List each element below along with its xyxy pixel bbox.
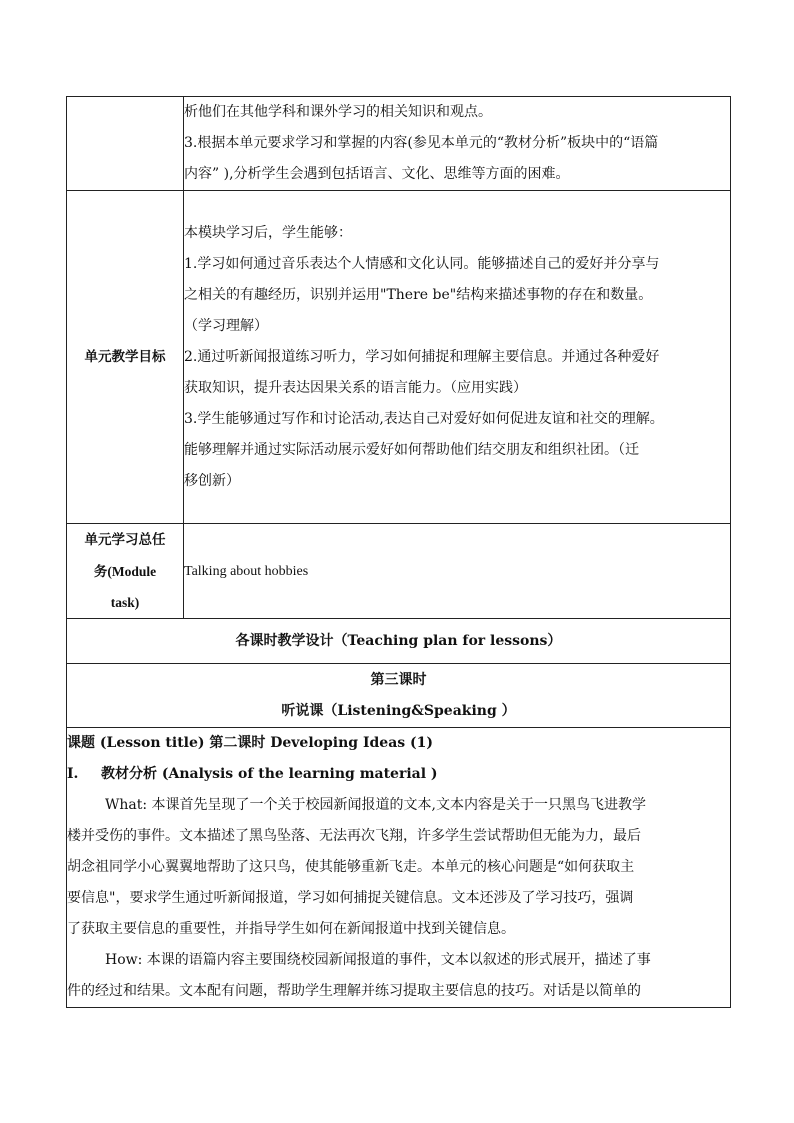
- paragraph-line: 件的经过和结果。文本配有问题，帮助学生理解并练习提取主要信息的技巧。对话是以简单的: [67, 983, 641, 999]
- period-type: 听说课（Listening&Speaking ）: [281, 702, 516, 719]
- text-line: 本模块学习后，学生能够：: [184, 224, 352, 241]
- objectives-content: [184, 191, 731, 524]
- label-line: 务(Module: [93, 563, 157, 579]
- period-heading: [67, 664, 731, 728]
- plan-heading: 各课时教学设计（Teaching plan for lessons）: [67, 619, 731, 664]
- label-line: task): [110, 594, 140, 610]
- lesson-content: [67, 728, 731, 1008]
- module-task-value: Talking about hobbies: [184, 524, 731, 619]
- lesson-row: [67, 728, 731, 1008]
- text-line: 3.学生能够通过写作和讨论活动,表达自己对爱好如何促进友谊和社交的理解。: [184, 410, 664, 427]
- paragraph-line: 楼并受伤的事件。文本描述了黑鸟坠落、无法再次飞翔，许多学生尝试帮助但无能为力，最后: [67, 828, 641, 844]
- text-line: 获取知识，提升表达因果关系的语言能力。（应用实践）: [184, 379, 527, 396]
- period-number: 第三课时: [370, 671, 427, 688]
- text-line: 移创新）: [184, 472, 240, 489]
- module-task-row: [67, 524, 731, 619]
- label-line: 单元学习总任: [84, 531, 166, 548]
- paragraph-line: 要信息"，要求学生通过听新闻报道，学习如何捕捉关键信息。文本还涉及了学习技巧，强调: [67, 890, 634, 906]
- section-number: I.: [67, 766, 79, 782]
- paragraph-line: 胡念祖同学小心翼翼地帮助了这只鸟，使其能够重新飞走。本单元的核心问题是“如何获取主: [67, 859, 635, 875]
- text-line: 能够理解并通过实际活动展示爱好如何帮助他们结交朋友和组织社团。（迁: [184, 441, 639, 458]
- paragraph-line: 了获取主要信息的重要性，并指导学生如何在新闻报道中找到关键信息。: [67, 921, 515, 937]
- paragraph-line: What: 本课首先呈现了一个关于校园新闻报道的文本,文本内容是关于一只黑鸟飞进教学: [105, 797, 646, 813]
- section-heading: [67, 759, 730, 790]
- lesson-title: 课题 (Lesson title) 第二课时 Developing Ideas (1): [67, 735, 434, 751]
- text-line: （学习理解）: [184, 317, 268, 334]
- objectives-label: 单元教学目标: [67, 191, 184, 524]
- text-line: 1.学习如何通过音乐表达个人情感和文化认同。能够描述自己的爱好并分享与: [184, 255, 660, 272]
- plan-heading-row: [67, 619, 731, 664]
- difficulties-label-cell: [67, 97, 184, 191]
- text-line: 之相关的有趣经历，识别并运用"There be"结构来描述事物的存在和数量。: [184, 286, 653, 303]
- text-line: 2.通过听新闻报道练习听力，学习如何捕捉和理解主要信息。并通过各种爱好: [184, 348, 660, 365]
- section-title: 教材分析 (Analysis of the learning material ): [101, 766, 438, 782]
- text-line: 3.根据本单元要求学习和掌握的内容(参见本单元的“教材分析”板块中的“语篇: [184, 135, 659, 151]
- paragraph-line: How: 本课的语篇内容主要围绕校园新闻报道的事件，文本以叙述的形式展开，描述了事: [105, 952, 651, 968]
- lesson-plan-table: [66, 96, 731, 1008]
- text-line: 析他们在其他学科和课外学习的相关知识和观点。: [184, 104, 492, 120]
- text-line: 内容” ),分析学生会遇到包括语言、文化、思维等方面的困难。: [184, 166, 570, 182]
- difficulties-content: [184, 97, 731, 191]
- module-task-label: [67, 524, 184, 619]
- period-row: [67, 664, 731, 728]
- document-page: [66, 96, 730, 1008]
- objectives-row: [67, 191, 731, 524]
- difficulties-row: [67, 97, 731, 191]
